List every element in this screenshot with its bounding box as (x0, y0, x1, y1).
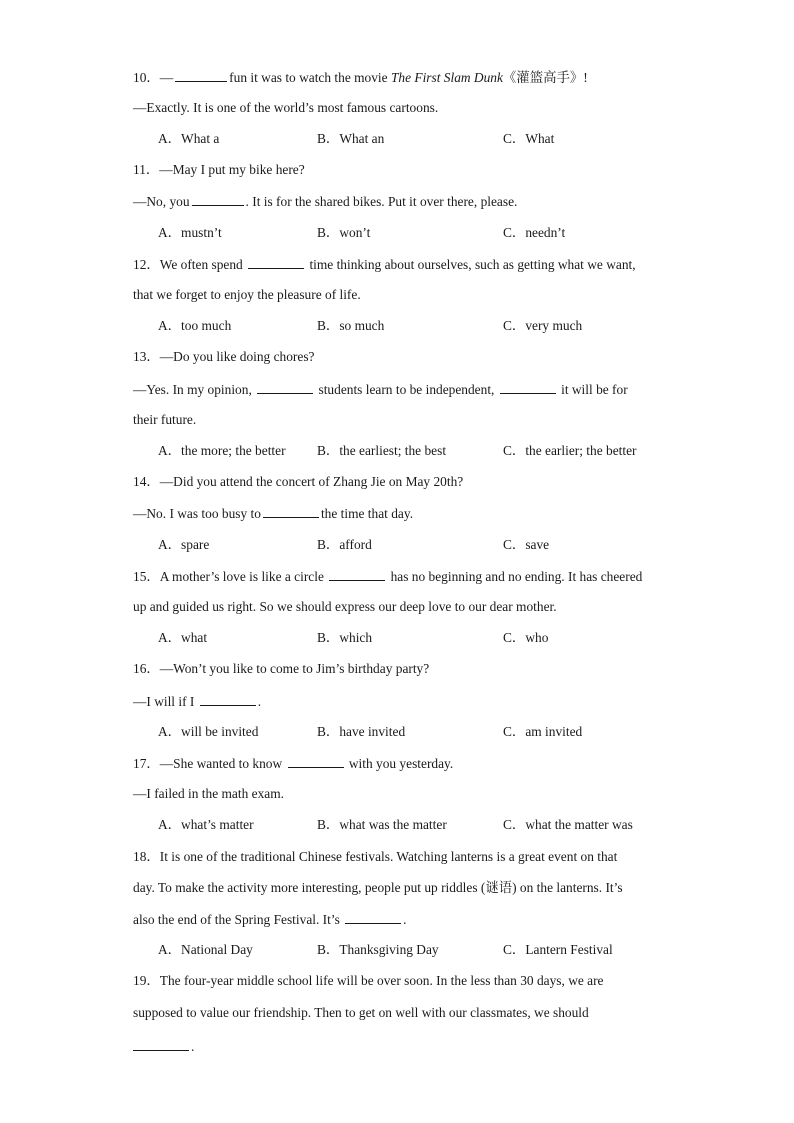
option-c[interactable]: C．Lantern Festival (503, 942, 613, 957)
answer-blank[interactable] (500, 381, 556, 394)
option-b[interactable]: B．so much (317, 318, 385, 333)
question-text: . (257, 694, 262, 709)
question-text: The four-year middle school life will be over soon. In the less than 30 days, we are (159, 973, 604, 988)
option-c[interactable]: C．save (503, 537, 550, 552)
question-number: 16． (133, 661, 160, 676)
question-text: —Yes. In my opinion, (133, 382, 256, 397)
question-14-line-2 (133, 505, 413, 522)
answer-blank[interactable] (248, 256, 304, 269)
question-18-line-1 (133, 849, 617, 865)
question-18-line-2: day. To make the activity more interesting, people put up riddles (谜语) on the lanterns. It’s (133, 880, 623, 895)
question-number: 17． (133, 756, 160, 771)
question-15-line-2: up and guided us right. So we should express our deep love to our dear mother. (133, 599, 557, 614)
option-a[interactable]: A．the more; the better (158, 443, 286, 458)
option-b[interactable]: B．Thanksgiving Day (317, 942, 439, 957)
question-number: 11． (133, 162, 160, 177)
option-c[interactable]: C．the earlier; the better (503, 443, 637, 458)
option-c[interactable]: C．who (503, 630, 549, 645)
option-c[interactable]: C．very much (503, 318, 583, 333)
option-b[interactable]: B．afford (317, 537, 372, 552)
option-c[interactable]: C．what the matter was (503, 817, 633, 832)
option-a[interactable]: A．spare (158, 537, 210, 552)
question-number: 10． (133, 70, 160, 85)
answer-blank[interactable] (263, 505, 319, 518)
dash: — (159, 70, 174, 85)
question-18-line-3 (133, 911, 407, 928)
answer-blank[interactable] (133, 1038, 189, 1051)
option-a[interactable]: A．National Day (158, 942, 253, 957)
question-number: 13． (133, 349, 160, 364)
question-text: with you yesterday. (345, 756, 454, 771)
question-text: —No, you (133, 194, 190, 209)
option-c[interactable]: C．What (503, 131, 555, 146)
question-text: —Do you like doing chores? (159, 349, 315, 364)
question-13-line-3: their future. (133, 412, 197, 427)
option-a[interactable]: A．too much (158, 318, 232, 333)
option-b[interactable]: B．What an (317, 131, 385, 146)
answer-blank[interactable] (200, 693, 256, 706)
question-text: —She wanted to know (159, 756, 286, 771)
question-text: A mother’s love is like a circle (159, 569, 328, 584)
question-12-line-1 (133, 256, 636, 273)
answer-blank[interactable] (329, 568, 385, 581)
question-14-line-1 (133, 474, 463, 490)
question-text: . (403, 912, 407, 927)
question-13-line-1 (133, 349, 315, 365)
question-12-line-2: that we forget to enjoy the pleasure of life. (133, 287, 361, 302)
question-text: it will be for (557, 382, 628, 397)
question-number: 12． (133, 257, 160, 272)
question-text: also the end of the Spring Festival. It’s (133, 912, 344, 927)
question-16-line-1 (133, 661, 429, 677)
answer-blank[interactable] (288, 755, 344, 768)
option-a[interactable]: A．What a (158, 131, 220, 146)
option-a[interactable]: A．mustn’t (158, 225, 222, 240)
answer-blank[interactable] (345, 911, 401, 924)
question-11-line-2 (133, 193, 517, 210)
question-text: students learn to be independent, (315, 382, 498, 397)
question-15-line-1 (133, 568, 642, 585)
question-10-line-2: —Exactly. It is one of the world’s most famous cartoons. (133, 100, 439, 115)
question-16-line-2 (133, 693, 261, 710)
option-a[interactable]: A．what’s matter (158, 817, 254, 832)
question-19-line-2: supposed to value our friendship. Then to get on well with our classmates, we should (133, 1005, 589, 1020)
question-text: —I will if I (133, 694, 198, 709)
option-b[interactable]: B．have invited (317, 724, 406, 739)
movie-title: The First Slam Dunk (390, 70, 503, 85)
option-c[interactable]: C．am invited (503, 724, 583, 739)
question-19-line-3 (133, 1038, 194, 1055)
question-number: 19． (133, 973, 160, 988)
question-text: —May I put my bike here? (159, 162, 305, 177)
question-text: . (191, 1039, 195, 1054)
option-b[interactable]: B．what was the matter (317, 817, 447, 832)
answer-blank[interactable] (175, 69, 227, 82)
question-text: —No. I was too busy to (133, 506, 261, 521)
question-17-line-1 (133, 755, 453, 772)
question-number: 15． (133, 569, 160, 584)
question-13-line-2 (133, 381, 628, 398)
option-b[interactable]: B．the earliest; the best (317, 443, 447, 458)
question-17-line-2: —I failed in the math exam. (133, 786, 284, 801)
question-text: . It is for the shared bikes. Put it over there, please. (245, 194, 518, 209)
question-text: fun it was to watch the movie (229, 70, 391, 85)
question-text: —Did you attend the concert of Zhang Jie on May 20th? (159, 474, 464, 489)
question-number: 14． (133, 474, 160, 489)
movie-title-cn: 《灌篮高手》! (502, 70, 588, 85)
option-a[interactable]: A．what (158, 630, 208, 645)
option-b[interactable]: B．won’t (317, 225, 371, 240)
question-10-line-1 (133, 69, 588, 86)
option-c[interactable]: C．needn’t (503, 225, 566, 240)
question-text: time thinking about ourselves, such as getting what we want, (306, 257, 636, 272)
question-text: the time that day. (320, 506, 414, 521)
question-text: We often spend (159, 257, 247, 272)
option-b[interactable]: B．which (317, 630, 373, 645)
question-19-line-1 (133, 973, 604, 989)
question-text: It is one of the traditional Chinese festivals. Watching lanterns is a great event on that (159, 849, 618, 864)
question-number: 18． (133, 849, 160, 864)
question-text: —Won’t you like to come to Jim’s birthday party? (159, 661, 430, 676)
option-a[interactable]: A．will be invited (158, 724, 259, 739)
question-11-line-1 (133, 162, 305, 178)
answer-blank[interactable] (192, 193, 244, 206)
question-text: has no beginning and no ending. It has cheered (387, 569, 643, 584)
answer-blank[interactable] (257, 381, 313, 394)
